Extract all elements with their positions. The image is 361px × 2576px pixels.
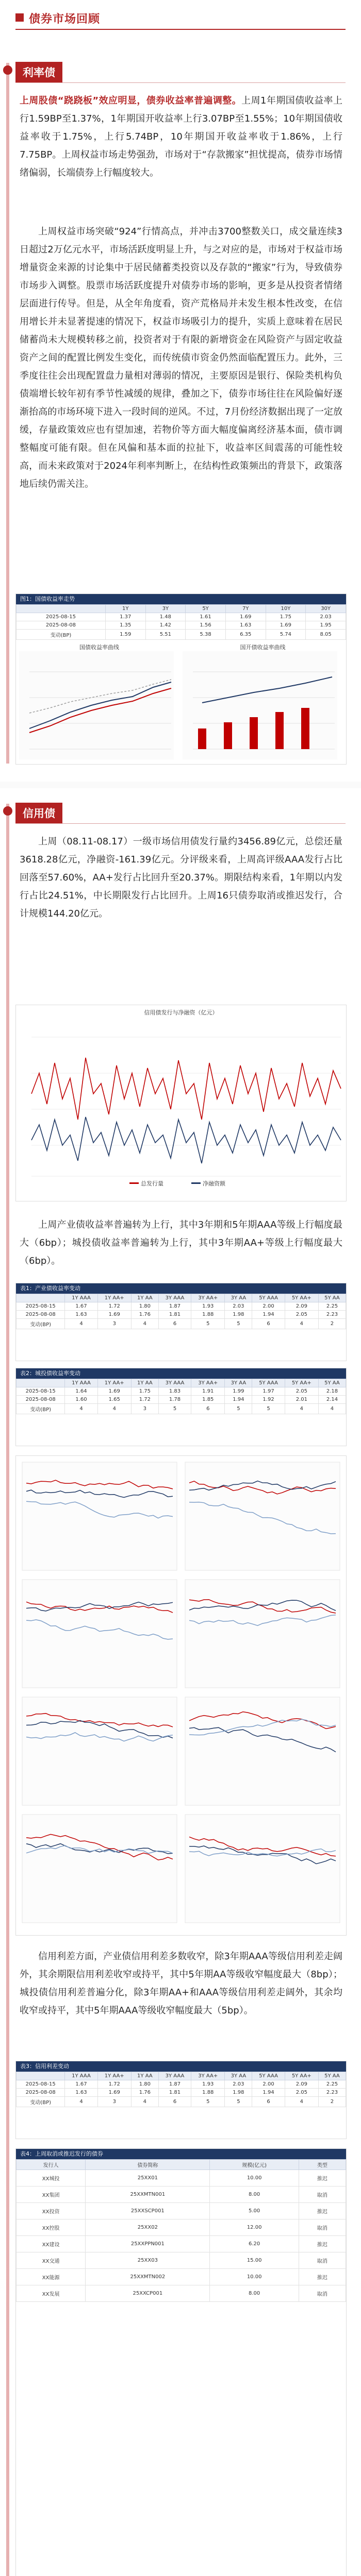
figure-header: 表4：上周取消或推迟发行的债券 — [16, 2149, 346, 2159]
cancelled-table-cell: 6.20 — [210, 2236, 299, 2252]
urban-table-header-cell — [17, 1379, 65, 1387]
spread-table-header-cell: 3Y AAA — [158, 2072, 191, 2080]
industry-table-header-cell: 5Y AA+ — [285, 1294, 318, 1302]
urban-table-cell: 1.72 — [131, 1396, 158, 1404]
yield-table-cell: 6.35 — [225, 630, 266, 640]
industry-table-cell: 变动(BP) — [17, 1319, 65, 1329]
industry-table-header-cell: 3Y AA+ — [191, 1294, 225, 1302]
urban-table-header-cell: 3Y AA — [225, 1379, 252, 1387]
trend-panel — [185, 1697, 340, 1805]
legend-net-financing: 净融资额 — [203, 1180, 225, 1187]
trend-panel — [22, 1580, 177, 1688]
urban-yield-table-figure — [15, 1368, 347, 1446]
industry-table-cell: 1.81 — [158, 1311, 191, 1319]
industry-table-row — [17, 1302, 346, 1311]
industry-table-cell: 2.23 — [318, 1311, 346, 1319]
urban-table-cell: 2.05 — [285, 1387, 318, 1396]
urban-table-cell: 5 — [252, 1404, 285, 1414]
yield-table-cell: 5.74 — [266, 630, 306, 640]
figure-header: 表1：产业债收益率变动 — [16, 1283, 346, 1294]
urban-table-cell: 2025-08-15 — [17, 1387, 65, 1396]
cancelled-table-row — [17, 2236, 346, 2252]
cancelled-issues-figure — [15, 2148, 347, 2576]
trend-panel — [185, 1462, 340, 1570]
cdb-curve-chart — [183, 643, 343, 767]
section-side-bar — [6, 804, 9, 2576]
industry-table-cell: 1.88 — [191, 1311, 225, 1319]
spread-table-cell: 1.94 — [252, 2089, 285, 2097]
credit-section-title: 信用债 — [15, 803, 62, 823]
spread-table-cell: 6 — [252, 2097, 285, 2107]
yield-charts — [16, 640, 346, 770]
industry-table-header-cell: 1Y AAA — [65, 1294, 97, 1302]
yield-table-cell: 2025-08-08 — [17, 621, 106, 630]
industry-table-cell: 6 — [252, 1319, 285, 1329]
industry-table-cell: 6 — [158, 1319, 191, 1329]
cancelled-table-header-cell: 规模(亿元) — [210, 2160, 299, 2170]
cancelled-table-cell: 25XXSCP001 — [86, 2203, 210, 2219]
yield-table-header-cell: 3Y — [145, 605, 186, 613]
cancelled-table-cell: 25XX01 — [86, 2170, 210, 2187]
cancelled-table-cell: XX能源 — [17, 2269, 86, 2285]
industry-table-cell: 1.93 — [191, 1302, 225, 1311]
urban-table-cell: 2.18 — [318, 1387, 346, 1396]
yield-table-cell: 1.95 — [306, 621, 346, 630]
page-header — [0, 0, 361, 47]
urban-table-row — [17, 1404, 346, 1414]
credit-paragraph-3: 信用利差方面，产业债信用利差多数收窄，除3年期AAA等级信用利差走阔外，其余期限信用利差收窄或持平，其中5年期AA等级收窄幅度最大（8bp）；城投债信用利差普遍分化，除3年期AA+和AAA等级信用利差走阔外，其余均收窄或持平，其中5年期AAA等级收窄幅度最大（5bp）。 — [20, 1951, 342, 2016]
yield-table-cell: 1.42 — [145, 621, 186, 630]
urban-table-cell: 1.97 — [252, 1387, 285, 1396]
figure-header: 图1：国债收益率走势 — [16, 594, 346, 604]
spread-table-cell: 1.98 — [225, 2089, 252, 2097]
yield-table-cell: 变动(BP) — [17, 630, 106, 640]
trend-panel — [185, 1580, 340, 1688]
spread-table-cell: 2.03 — [225, 2080, 252, 2089]
spread-table-figure — [15, 2061, 347, 2139]
cancelled-table-cell: 15.00 — [210, 2252, 299, 2269]
urban-table-cell: 1.65 — [97, 1396, 131, 1404]
credit-paragraph-1: 上周（08.11-08.17）一级市场信用债发行量约3456.89亿元，总偿还量3618.28亿元，净融资-161.39亿元。分评级来看，上周高评级AAA发行占比回落至57.60%，AA+发行占比回升至20.37%。期限结构来看，1年期以内发行占比24.51%，中长期限发行占比回升。上周16只债券取消或推迟发行，合计规模144.20亿元。 — [20, 836, 342, 919]
cancelled-table-row — [17, 2285, 346, 2302]
bar-3y — [224, 722, 232, 749]
urban-table-row — [17, 1387, 346, 1396]
industry-table-cell: 1.69 — [97, 1311, 131, 1319]
urban-table-cell: 4 — [318, 1404, 346, 1414]
yield-table-cell: 2.03 — [306, 613, 346, 621]
section-rule — [15, 823, 346, 824]
spread-table-cell: 4 — [131, 2097, 158, 2107]
industry-table-cell: 1.94 — [252, 1311, 285, 1319]
industry-table-cell: 2.03 — [225, 1302, 252, 1311]
urban-table-cell: 2025-08-08 — [17, 1396, 65, 1404]
urban-table-header-cell: 5Y AA+ — [285, 1379, 318, 1387]
industry-table-cell: 1.72 — [97, 1302, 131, 1311]
industry-table-cell: 1.63 — [65, 1311, 97, 1319]
industry-table-cell: 5 — [191, 1319, 225, 1329]
yield-table-cell: 1.75 — [266, 613, 306, 621]
treasury-curve-chart — [19, 643, 179, 767]
cancelled-table-cell: 取消 — [299, 2285, 346, 2302]
spread-table-cell: 2.09 — [285, 2080, 318, 2089]
urban-table-cell: 5 — [158, 1404, 191, 1414]
urban-table-header-cell: 5Y AAA — [252, 1379, 285, 1387]
industry-table-cell: 2.09 — [285, 1302, 318, 1311]
industry-yield-table — [16, 1294, 346, 1329]
cancelled-table-cell: 10.00 — [210, 2170, 299, 2187]
yield-table-cell: 8.05 — [306, 630, 346, 640]
cancelled-table-cell: 推迟 — [299, 2236, 346, 2252]
urban-table-header-cell: 3Y AAA — [158, 1379, 191, 1387]
header-divider — [15, 29, 346, 30]
urban-yield-table — [16, 1379, 346, 1414]
urban-table-cell: 1.92 — [252, 1396, 285, 1404]
spread-table-cell: 2025-08-08 — [17, 2089, 65, 2097]
section-dot-icon — [3, 65, 12, 75]
spread-table-cell: 1.67 — [65, 2080, 97, 2089]
cancelled-table-cell: 12.00 — [210, 2219, 299, 2236]
cancelled-issues-table-wrap — [16, 2159, 346, 2302]
credit-paragraph-2: 上周产业债收益率普遍转为上行，其中3年期和5年期AAA等级上行幅度最大（6bp）；城投债收益率普遍转为上行，其中3年期AA+等级上行幅度最大（6bp）。 — [20, 1219, 342, 1266]
figure-treasury-yields — [15, 594, 347, 765]
yield-table-cell: 1.61 — [186, 613, 226, 621]
urban-table-header-cell: 1Y AA+ — [97, 1379, 131, 1387]
urban-table-cell: 1.64 — [65, 1387, 97, 1396]
bar-7y — [275, 712, 284, 749]
chart-title: 国债收益率曲线 — [79, 644, 119, 651]
spread-table-row — [17, 2089, 346, 2097]
issuance-chart-svg — [16, 1016, 344, 1192]
spread-table-cell: 1.76 — [131, 2089, 158, 2097]
urban-table-cell: 3 — [131, 1404, 158, 1414]
industry-table-cell: 2.25 — [318, 1302, 346, 1311]
yield-table-header-cell: 7Y — [225, 605, 266, 613]
bar-5y — [250, 717, 258, 749]
cancelled-table-cell: 10.00 — [210, 2269, 299, 2285]
bar-10y — [301, 708, 309, 749]
cancelled-table-cell: 25XXMTN002 — [86, 2269, 210, 2285]
yield-table-cell: 1.59 — [105, 630, 145, 640]
yield-table-header-cell: 1Y — [105, 605, 145, 613]
industry-table-header-cell — [17, 1294, 65, 1302]
yield-table-cell: 1.69 — [266, 621, 306, 630]
cancelled-table-cell: 取消 — [299, 2219, 346, 2236]
urban-table-header-cell: 1Y AAA — [65, 1379, 97, 1387]
cancelled-table-cell: 25XX03 — [86, 2252, 210, 2269]
industry-table-cell: 2025-08-15 — [17, 1302, 65, 1311]
trend-panel — [185, 1815, 340, 1923]
spread-table-header-cell: 1Y AAA — [65, 2072, 97, 2080]
spread-table-cell: 1.93 — [191, 2080, 225, 2089]
urban-table-cell: 6 — [191, 1404, 225, 1414]
cancelled-table-cell: XX城投 — [17, 2170, 86, 2187]
spread-table-cell: 2.25 — [318, 2080, 346, 2089]
cancelled-issues-table — [16, 2159, 346, 2302]
spread-table-cell: 2 — [318, 2097, 346, 2107]
urban-table-cell: 1.91 — [191, 1387, 225, 1396]
bar-1y — [198, 728, 206, 749]
industry-table-cell: 4 — [65, 1319, 97, 1329]
urban-table-cell: 1.99 — [225, 1387, 252, 1396]
cancelled-table-cell: 25XXMTN001 — [86, 2187, 210, 2203]
industry-table-cell: 1.87 — [158, 1302, 191, 1311]
cancelled-table-header-cell: 发行人 — [17, 2160, 86, 2170]
yield-table-cell: 1.48 — [145, 613, 186, 621]
legend-total-issuance: 总发行量 — [141, 1180, 163, 1187]
yield-trend-grid-svg — [16, 1456, 346, 1935]
cancelled-table-row — [17, 2219, 346, 2236]
spread-table-cell: 1.88 — [191, 2089, 225, 2097]
yield-table-cell: 5.38 — [186, 630, 226, 640]
industry-table-row — [17, 1311, 346, 1319]
treasury-curve-svg — [19, 651, 174, 759]
spread-table-cell: 1.80 — [131, 2080, 158, 2089]
spread-table-cell: 5 — [191, 2097, 225, 2107]
spread-table-cell: 1.63 — [65, 2089, 97, 2097]
yield-table — [16, 604, 346, 640]
yield-table-header-cell: 5Y — [186, 605, 226, 613]
spread-table-cell: 4 — [65, 2097, 97, 2107]
spread-table-cell: 变动(BP) — [17, 2097, 65, 2107]
spread-table-row — [17, 2097, 346, 2107]
urban-table-header-cell: 5Y AA — [318, 1379, 346, 1387]
cdb-curve-svg — [183, 651, 337, 759]
industry-table-cell: 2.05 — [285, 1311, 318, 1319]
cancelled-table-header-cell: 债券简称 — [86, 2160, 210, 2170]
urban-table-cell: 2.14 — [318, 1396, 346, 1404]
cancelled-table-cell: 5.00 — [210, 2203, 299, 2219]
cancelled-table-cell: XX控股 — [17, 2219, 86, 2236]
cancelled-table-row — [17, 2269, 346, 2285]
cancelled-table-cell: 8.00 — [210, 2187, 299, 2203]
header-accent-icon — [15, 13, 24, 22]
spread-table-cell: 2.00 — [252, 2080, 285, 2089]
credit-section — [0, 788, 361, 2576]
yield-table-cell: 1.35 — [105, 621, 145, 630]
yield-table-row — [17, 621, 346, 630]
spread-table-cell: 4 — [285, 2097, 318, 2107]
chart-title: 国开债收益率曲线 — [240, 644, 286, 651]
spread-table-cell: 2.05 — [285, 2089, 318, 2097]
yield-table-cell: 1.56 — [186, 621, 226, 630]
spread-table-header-cell: 3Y AA — [225, 2072, 252, 2080]
cancelled-table-cell: 推迟 — [299, 2269, 346, 2285]
spread-table-header-cell: 1Y AA — [131, 2072, 158, 2080]
spread-table — [16, 2072, 346, 2107]
figure-header: 表3：信用利差变动 — [16, 2061, 346, 2072]
urban-table-cell: 2.01 — [285, 1396, 318, 1404]
urban-table-cell: 1.78 — [158, 1396, 191, 1404]
industry-table-cell: 2025-08-08 — [17, 1311, 65, 1319]
spread-table-header-cell: 1Y AA+ — [97, 2072, 131, 2080]
cancelled-table-cell: XX建设 — [17, 2236, 86, 2252]
rates-body-1: 上周1年期国债收益率上行1.59BP至1.37%，1年期国开收益率上行3.07BP至1.55%；10年期国债收益率收于1.75%，上行5.74BP，10年期国开收益率收于1.86%，上行7.75BP。上周权益市场走势强劲，市场对于“存款搬家”担忧提高，债券市场情绪偏弱，长端债券上行幅度较大。 — [20, 95, 342, 178]
issuance-line — [31, 1058, 341, 1120]
cancelled-table-row — [17, 2187, 346, 2203]
spread-table-header-cell: 3Y AA+ — [191, 2072, 225, 2080]
spread-table-cell: 1.69 — [97, 2089, 131, 2097]
urban-table-cell: 1.69 — [97, 1387, 131, 1396]
cancelled-table-row — [17, 2170, 346, 2187]
industry-table-cell: 3 — [97, 1319, 131, 1329]
trend-panel — [22, 1815, 177, 1923]
yield-table-header-cell: 30Y — [306, 605, 346, 613]
urban-table-cell: 4 — [97, 1404, 131, 1414]
cancelled-table-cell: XX投资 — [17, 2203, 86, 2219]
urban-table-cell: 1.75 — [131, 1387, 158, 1396]
spread-table-cell: 1.72 — [97, 2080, 131, 2089]
urban-table-cell: 4 — [285, 1404, 318, 1414]
section-side-bar — [6, 63, 9, 764]
spread-table-cell: 1.87 — [158, 2080, 191, 2089]
industry-table-header-cell: 5Y AAA — [252, 1294, 285, 1302]
urban-table-cell: 1.60 — [65, 1396, 97, 1404]
cancelled-table-row — [17, 2203, 346, 2219]
cancelled-table-cell: 推迟 — [299, 2170, 346, 2187]
spread-table-header-cell: 5Y AA+ — [285, 2072, 318, 2080]
figure-issuance — [15, 1005, 347, 1201]
industry-table-header-cell: 3Y AAA — [158, 1294, 191, 1302]
spread-table-header-cell — [17, 2072, 65, 2080]
cancelled-table-cell: 取消 — [299, 2252, 346, 2269]
cancelled-table-row — [17, 2252, 346, 2269]
figure-header: 表2：城投债收益率变动 — [16, 1368, 346, 1379]
industry-table-cell: 4 — [285, 1319, 318, 1329]
urban-table-cell: 4 — [65, 1404, 97, 1414]
yield-trend-grid — [15, 1455, 347, 1936]
yield-table-cell: 2025-08-15 — [17, 613, 106, 621]
spread-table-cell: 6 — [158, 2097, 191, 2107]
cancelled-table-header-cell: 类型 — [299, 2160, 346, 2170]
yield-table-cell: 1.69 — [225, 613, 266, 621]
spread-table-cell: 3 — [97, 2097, 131, 2107]
industry-table-cell: 1.76 — [131, 1311, 158, 1319]
cancelled-table-cell: 25XXCP001 — [86, 2285, 210, 2302]
cancelled-table-cell: XX集团 — [17, 2187, 86, 2203]
spread-table-cell: 5 — [225, 2097, 252, 2107]
net-financing-line — [31, 1117, 341, 1163]
spread-table-header-cell: 5Y AA — [318, 2072, 346, 2080]
cancelled-table-cell: XX发展 — [17, 2285, 86, 2302]
industry-table-cell: 1.98 — [225, 1311, 252, 1319]
cancelled-table-cell: XX交通 — [17, 2252, 86, 2269]
spread-table-header-cell: 5Y AAA — [252, 2072, 285, 2080]
rates-paragraph-1 — [20, 92, 342, 182]
industry-table-cell: 2 — [318, 1319, 346, 1329]
spread-table-cell: 2.23 — [318, 2089, 346, 2097]
spread-table-row — [17, 2080, 346, 2089]
urban-table-cell: 变动(BP) — [17, 1404, 65, 1414]
industry-table-cell: 2.00 — [252, 1302, 285, 1311]
yield-table-row — [17, 613, 346, 621]
industry-yield-table-figure — [15, 1283, 347, 1361]
section-dot-icon — [3, 806, 12, 816]
industry-table-header-cell: 1Y AA — [131, 1294, 158, 1302]
page-title: 债券市场回顾 — [29, 13, 101, 26]
industry-table-cell: 4 — [131, 1319, 158, 1329]
cancelled-table-cell: 推迟 — [299, 2203, 346, 2219]
urban-table-row — [17, 1396, 346, 1404]
urban-table-cell: 1.83 — [158, 1387, 191, 1396]
industry-table-header-cell: 1Y AA+ — [97, 1294, 131, 1302]
industry-table-header-cell: 3Y AA — [225, 1294, 252, 1302]
spread-table-cell: 2025-08-15 — [17, 2080, 65, 2089]
rates-paragraph-2: 上周权益市场突破“924”行情高点，并冲击3700整数关口，成交量连续3日超过2万亿元水平，市场活跃度明显上升，与之对应的是，市场对于权益市场增量资金来源的讨论集中于居民储蓄类投资以及存款的“搬家”行为，导致债券市场步入调整。股票市场活跃度提升对债券市场的影响，更多是从投资者情绪层面进行传导。但是，从全年角度看，资产荒格局并未发生根本性改变，在信用增长并未显著提速的情况下，权益市场吸引力的提升，实质上意味着在居民储蓄尚未大规模转移之前，投资者对于有限的新增资金在风险资产与固定收益资产之间的配置比例发生变化，而传统债市资金仍然面临配置压力。此外，三季度往往会出现配置盘力量相对薄弱的情况，主要原因是银行、保险类机构负债端增长较年初有季节性减缓的规律，叠加之下，债券市场往往在风险偏好逐渐抬高的市场环境下进入一段时间的逆风。不过，7月份经济数据出现了一定放缓，存量政策效应也有望加速，若物价等方面大幅度偏离经济基本面，债市调整幅度可能有限。但在风偏和基本面的拉扯下，收益率区间震荡的可能性较高，而未来政策对于2024年利率判断上，在结构性政策频出的背景下，政策落地后续仍需关注。 — [20, 226, 342, 489]
rates-section — [0, 47, 361, 782]
rates-headline: 上周股债“跷跷板”效应明显，债券收益率普遍调整。 — [20, 95, 242, 106]
yield-table-header-cell: 10Y — [266, 605, 306, 613]
trend-panel — [22, 1462, 177, 1570]
cancelled-table-cell: 取消 — [299, 2187, 346, 2203]
industry-table-cell: 1.80 — [131, 1302, 158, 1311]
industry-table-cell: 1.67 — [65, 1302, 97, 1311]
urban-table-header-cell: 3Y AA+ — [191, 1379, 225, 1387]
urban-table-cell: 1.94 — [225, 1396, 252, 1404]
yield-table-cell: 1.63 — [225, 621, 266, 630]
urban-table-header-cell: 1Y AA — [131, 1379, 158, 1387]
industry-table-header-cell: 5Y AA — [318, 1294, 346, 1302]
chart-title: 信用债发行与净融资（亿元） — [144, 1009, 218, 1016]
rates-section-title: 利率债 — [15, 62, 62, 82]
yield-table-cell: 1.37 — [105, 613, 145, 621]
industry-table-row — [17, 1319, 346, 1329]
yield-table-row — [17, 630, 346, 640]
cancelled-table-cell: 25XXPPN001 — [86, 2236, 210, 2252]
urban-table-cell: 5 — [225, 1404, 252, 1414]
industry-table-cell: 5 — [225, 1319, 252, 1329]
section-rule — [15, 82, 346, 83]
cancelled-table-cell: 8.00 — [210, 2285, 299, 2302]
cancelled-table-cell: 25XX02 — [86, 2219, 210, 2236]
spread-table-cell: 1.81 — [158, 2089, 191, 2097]
yield-table-header-cell — [17, 605, 106, 613]
yield-table-cell: 5.51 — [145, 630, 186, 640]
urban-table-cell: 1.85 — [191, 1396, 225, 1404]
